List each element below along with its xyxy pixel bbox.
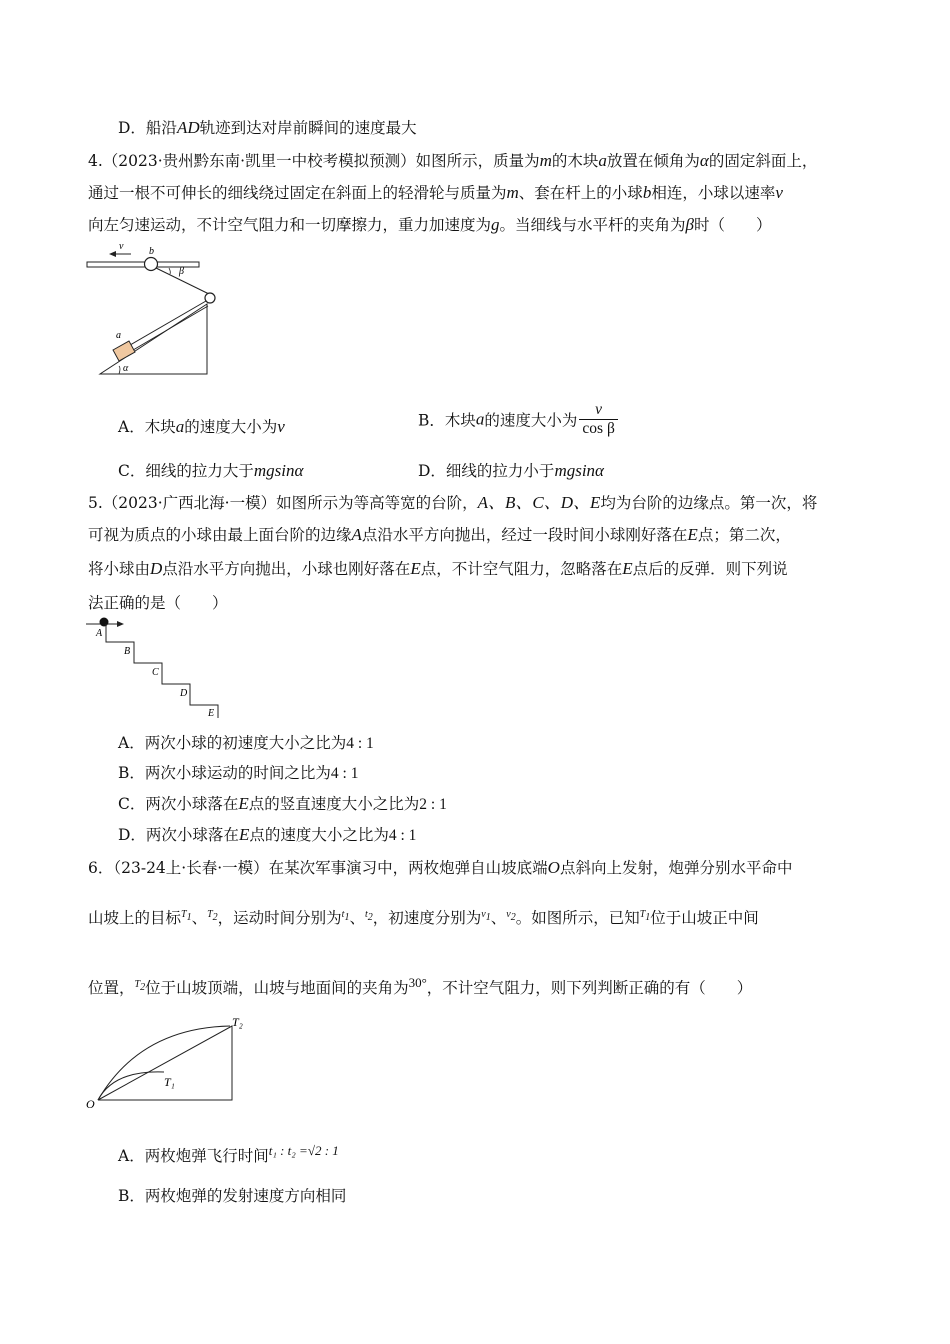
fig-a-label: a	[116, 330, 121, 341]
q6-stem-line3: 位置，$^{T_2}$位于山坡顶端，山坡与地面间的夹角为$^{30^\circ}$，不计空气阻力，则下列判断正确的有（ ）	[88, 975, 753, 998]
fig-T2: T₂	[232, 1015, 243, 1029]
q5-stem-line1: 5.（2023·广西北海·一模）如图所示为等高等宽的台阶，A、B、C、D、E均为台阶的边缘点。第一次，将	[88, 493, 818, 512]
q6-option-b: B．两枚炮弹的发射速度方向相同	[118, 1187, 347, 1205]
q5-option-a: A．两次小球的初速度大小之比为4 : 1	[118, 734, 374, 752]
q4-option-b: B．木块a的速度大小为 $\frac{v}{\text{cos β}}$	[418, 401, 618, 438]
q5-stairs-figure	[86, 616, 236, 720]
q4-option-d: D．细线的拉力小于mgsinα	[418, 461, 604, 480]
q6-slope-figure	[84, 1012, 254, 1112]
q6-stem-line1: 6．（23-24上·长春·一模）在某次军事演习中，两枚炮弹自山坡底端O点斜向上发射，炮弹分别水平命中	[88, 858, 793, 877]
q5-option-d: D．两次小球落在E点的速度大小之比为4 : 1	[118, 825, 417, 844]
fig-A: A	[96, 628, 103, 639]
fig-b-label: b	[149, 246, 154, 257]
fig-D: D	[180, 688, 188, 699]
fig-O: O	[86, 1097, 95, 1111]
q4-stem-line2: 通过一根不可伸长的细线绕过固定在斜面上的轻滑轮与质量为m、套在杆上的小球b相连，小球以速率v	[88, 183, 783, 202]
q4-stem-line3: 向左匀速运动，不计空气阻力和一切摩擦力，重力加速度为g。当细线与水平杆的夹角为β时（ ）	[88, 215, 772, 234]
q5-stem-line4: 法正确的是（ ）	[88, 594, 228, 612]
q5-option-c: C．两次小球落在E点的竖直速度大小之比为2 : 1	[118, 794, 447, 813]
fig-C: C	[152, 667, 159, 678]
q5-stem-line2: 可视为质点的小球由最上面台阶的边缘A点沿水平方向抛出，经过一段时间小球刚好落在E点；第二次，	[88, 525, 791, 544]
q3-option-d: D．船沿AD轨迹到达对岸前瞬间的速度最大	[118, 118, 417, 137]
q4-option-c: C．细线的拉力大于mgsinα	[118, 461, 304, 480]
q6-stem-line2: 山坡上的目标$^{T_1}$、$^{T_2}$，运动时间分别为$^{t_1}$、$^{t_2}$，初速度分别为$^{v_1}$、$^{v_2}$。如图所示，已知$^{T_1}$位于山坡正中间	[88, 909, 759, 928]
fig-E: E	[208, 708, 215, 719]
q4-option-a: A．木块a的速度大小为v	[118, 417, 285, 436]
fig-v-label: v	[119, 241, 124, 252]
fig-alpha-label: α	[123, 363, 129, 374]
fig-B: B	[124, 646, 131, 657]
q4-stem-line1: 4.（2023·贵州黔东南·凯里一中校考模拟预测）如图所示，质量为m的木块a放置在倾角为α的固定斜面上，	[88, 151, 818, 170]
q4-incline-figure	[85, 238, 225, 378]
fig-beta-label: β	[179, 266, 184, 277]
fig-T1: T₁	[164, 1075, 175, 1089]
q5-stem-line3: 将小球由D点沿水平方向抛出，小球也刚好落在E点，不计空气阻力，忽略落在E点后的反弹．则下列说	[88, 559, 788, 578]
q6-option-a: A．两枚炮弹飞行时间$^{t_1 : t_2 =√2 : 1}$	[118, 1143, 339, 1166]
q5-option-b: B．两次小球运动的时间之比为4 : 1	[118, 764, 359, 782]
